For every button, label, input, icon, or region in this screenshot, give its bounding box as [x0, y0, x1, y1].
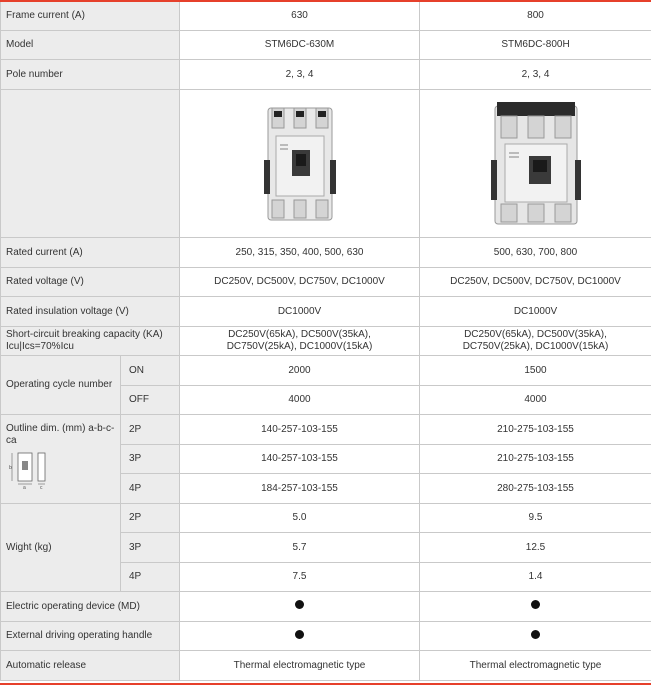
sub-label-off: OFF: [121, 386, 180, 415]
outline-dimension-diagram: [8, 449, 60, 489]
row-label-external-handle: External driving operating handle: [1, 622, 180, 651]
model-630: STM6DC-630M: [180, 31, 420, 60]
handle-800: [420, 622, 651, 651]
table-row: [1, 622, 651, 651]
circuit-breaker-800-image: [491, 100, 581, 228]
outline-3p-800: 210-275-103-155: [420, 445, 651, 474]
outline-dim-label: Outline dim. (mm) a-b-c-ca: [6, 423, 115, 446]
md-630: [180, 592, 420, 622]
table-row: [1, 238, 651, 268]
sub-label-weight-3p: 3P: [121, 533, 180, 563]
table-row: [1, 356, 651, 386]
breaker-image-800-cell: [420, 90, 651, 238]
row-label-short-circuit: [1, 327, 180, 356]
weight-3p-800: 12.5: [420, 533, 651, 563]
outline-2p-630: 140-257-103-155: [180, 415, 420, 445]
filled-circle-icon: [295, 630, 304, 639]
cycle-off-800: 4000: [420, 386, 651, 415]
row-label-outline-dim: [1, 415, 121, 504]
outline-fig-label-a: a: [23, 485, 26, 489]
table-row: [1, 31, 651, 60]
row-label-frame-current: Frame current (A): [1, 1, 180, 31]
row-label-pole-number: Pole number: [1, 60, 180, 90]
short-circuit-800-line2: DC750V(25kA), DC1000V(15kA): [462, 341, 609, 352]
table-row: [1, 504, 651, 533]
outline-label-wrap: [6, 423, 116, 489]
rated-current-630: 250, 315, 350, 400, 500, 630: [180, 238, 420, 268]
outline-fig-label-c: c: [40, 485, 43, 489]
weight-4p-630: 7.5: [180, 563, 420, 592]
top-accent-line: [0, 0, 651, 2]
cycle-off-630: 4000: [180, 386, 420, 415]
outline-4p-800: 280-275-103-155: [420, 474, 651, 504]
short-circuit-label-line1: Short-circuit breaking capacity (KA): [6, 329, 163, 340]
filled-circle-icon: [531, 600, 540, 609]
header-800: 800: [420, 1, 651, 31]
weight-2p-630: 5.0: [180, 504, 420, 533]
short-circuit-label-line2: Icu|Ics=70%Icu: [6, 341, 74, 352]
breaker-image-630-cell: [180, 90, 420, 238]
header-630: 630: [180, 1, 420, 31]
table-row: [1, 297, 651, 327]
table-row: [1, 1, 651, 31]
row-label-model: Model: [1, 31, 180, 60]
table-row: [1, 60, 651, 90]
insulation-630: DC1000V: [180, 297, 420, 327]
model-800: STM6DC-800H: [420, 31, 651, 60]
auto-release-630: Thermal electromagnetic type: [180, 651, 420, 681]
row-label-automatic-release: Automatic release: [1, 651, 180, 681]
rated-voltage-630: DC250V, DC500V, DC750V, DC1000V: [180, 268, 420, 297]
short-circuit-800-line1: DC250V(65kA), DC500V(35kA),: [464, 329, 607, 340]
pole-800: 2, 3, 4: [420, 60, 651, 90]
cycle-on-800: 1500: [420, 356, 651, 386]
row-label-weight: Wight (kg): [1, 504, 121, 592]
weight-3p-630: 5.7: [180, 533, 420, 563]
image-row-label: [1, 90, 180, 238]
row-label-insulation-voltage: Rated insulation voltage (V): [1, 297, 180, 327]
table-row: [1, 327, 651, 356]
sub-label-weight-4p: 4P: [121, 563, 180, 592]
sub-label-outline-2p: 2P: [121, 415, 180, 445]
row-label-operating-cycle: Operating cycle number: [1, 356, 121, 415]
row-label-electric-operating-device: Electric operating device (MD): [1, 592, 180, 622]
image-row: [1, 90, 651, 238]
rated-voltage-800: DC250V, DC500V, DC750V, DC1000V: [420, 268, 651, 297]
auto-release-800: Thermal electromagnetic type: [420, 651, 651, 681]
short-circuit-630: [180, 327, 420, 356]
rated-current-800: 500, 630, 700, 800: [420, 238, 651, 268]
weight-2p-800: 9.5: [420, 504, 651, 533]
sub-label-outline-3p: 3P: [121, 445, 180, 474]
handle-630: [180, 622, 420, 651]
circuit-breaker-630-image: [264, 104, 336, 224]
outline-fig-label-b: b: [9, 465, 12, 471]
filled-circle-icon: [531, 630, 540, 639]
sub-label-outline-4p: 4P: [121, 474, 180, 504]
insulation-800: DC1000V: [420, 297, 651, 327]
short-circuit-800: [420, 327, 651, 356]
sub-label-on: ON: [121, 356, 180, 386]
outline-3p-630: 140-257-103-155: [180, 445, 420, 474]
row-label-rated-voltage: Rated voltage (V): [1, 268, 180, 297]
cycle-on-630: 2000: [180, 356, 420, 386]
table-row: [1, 415, 651, 445]
sub-label-weight-2p: 2P: [121, 504, 180, 533]
table-row: [1, 268, 651, 297]
filled-circle-icon: [295, 600, 304, 609]
outline-4p-630: 184-257-103-155: [180, 474, 420, 504]
short-circuit-630-line2: DC750V(25kA), DC1000V(15kA): [226, 341, 373, 352]
table-row: [1, 592, 651, 622]
row-label-rated-current: Rated current (A): [1, 238, 180, 268]
short-circuit-630-line1: DC250V(65kA), DC500V(35kA),: [228, 329, 371, 340]
outline-2p-800: 210-275-103-155: [420, 415, 651, 445]
md-800: [420, 592, 651, 622]
table-row: [1, 651, 651, 681]
pole-630: 2, 3, 4: [180, 60, 420, 90]
weight-4p-800: 1.4: [420, 563, 651, 592]
